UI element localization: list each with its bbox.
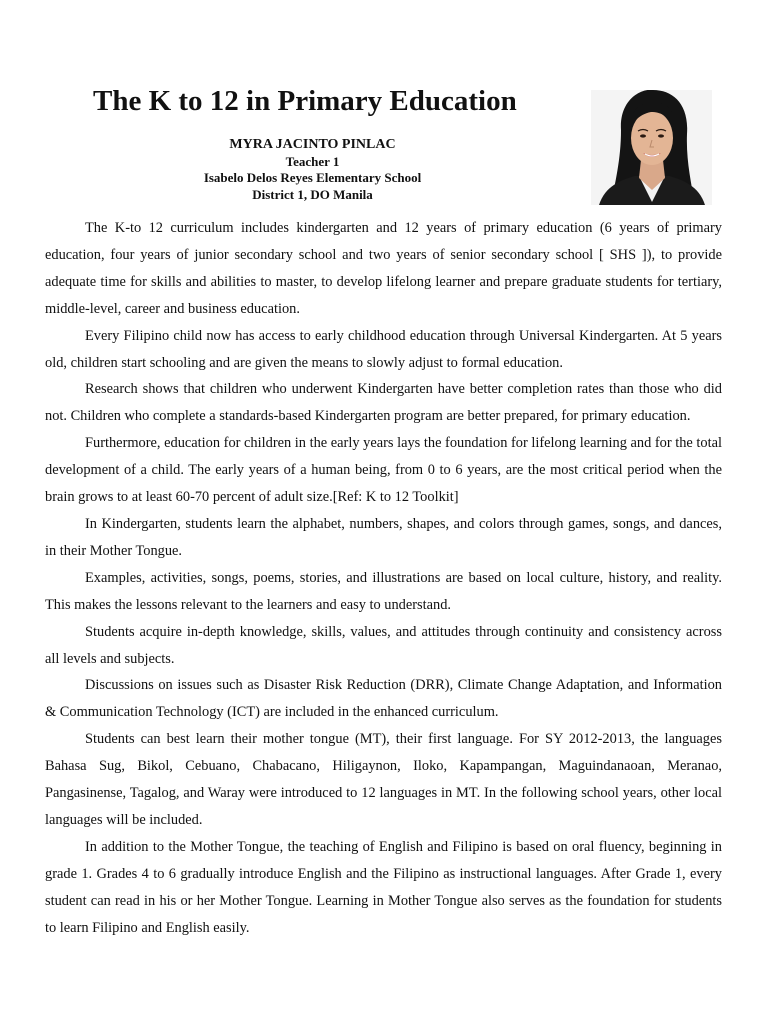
paragraph: Students acquire in-depth knowledge, skills, values, and attitudes through continuity and consistency across all levels and subjects.: [45, 623, 722, 667]
paragraph: Examples, activities, songs, poems, stories, and illustrations are based on local culture, history, and reality. This makes the lessons relevant to the learners and easy to understand.: [45, 569, 722, 613]
author-photo: [591, 90, 712, 205]
paragraph: Students can best learn their mother tongue (MT), their first language. For SY 2012-2013, the languages Bahasa Sug, Bikol, Cebuano, Chabacano, Hiligaynon, Iloko, Kapampangan, Maguindanaoan, Meranao, Pangasinense, Tagalog, and Waray were introduced to 12 languages in MT. In the following school years, other local languages will be included.: [45, 731, 722, 828]
paragraph: Furthermore, education for children in the early years lays the foundation for lifelong learning and for the total development of a child. The early years of a human being, from 0 to 6 years, are the most critical period when the brain grows to at least 60-70 percent of adult size.[Ref: K to 12 Toolkit]: [45, 435, 722, 506]
paragraph: Every Filipino child now has access to early childhood education through Universal Kindergarten. At 5 years old, children start schooling and are given the means to slowly adjust to formal education.: [45, 327, 722, 371]
author-school: Isabelo Delos Reyes Elementary School: [203, 170, 422, 185]
paragraph: Research shows that children who underwent Kindergarten have better completion rates than those who did not. Children who complete a standards-based Kindergarten program are better prepared, for primary education.: [45, 381, 722, 425]
article-title: The K to 12 in Primary Education: [93, 85, 517, 117]
author-name: MYRA JACINTO PINLAC: [229, 137, 396, 152]
author-byline: [190, 137, 435, 203]
author-position: Teacher 1: [285, 153, 340, 169]
article-body: [45, 215, 722, 941]
paragraph: In Kindergarten, students learn the alphabet, numbers, shapes, and colors through games, songs, and dances, in their Mother Tongue.: [45, 515, 722, 559]
author-district: District 1, DO Manila: [252, 186, 373, 202]
paragraph: In addition to the Mother Tongue, the teaching of English and Filipino is based on oral fluency, beginning in grade 1. Grades 4 to 6 gradually introduce English and the Filipino as instructional languages. After Grade 1, every student can read in his or her Mother Tongue. Learning in Mother Tongue also serves as the foundation for students to learn Filipino and English easily.: [45, 838, 722, 936]
paragraph: The K-to 12 curriculum includes kindergarten and 12 years of primary education (6 years of primary education, four years of junior secondary school and two years of senior secondary school [ SHS ]), to provide adequate time for skills and abilities to master, to develop lifelong learner and prepare graduate students for tertiary, middle-level, career and business education.: [45, 220, 722, 317]
paragraph: Discussions on issues such as Disaster Risk Reduction (DRR), Climate Change Adaptation, and Information & Communication Technology (ICT) are included in the enhanced curriculum.: [45, 677, 722, 721]
